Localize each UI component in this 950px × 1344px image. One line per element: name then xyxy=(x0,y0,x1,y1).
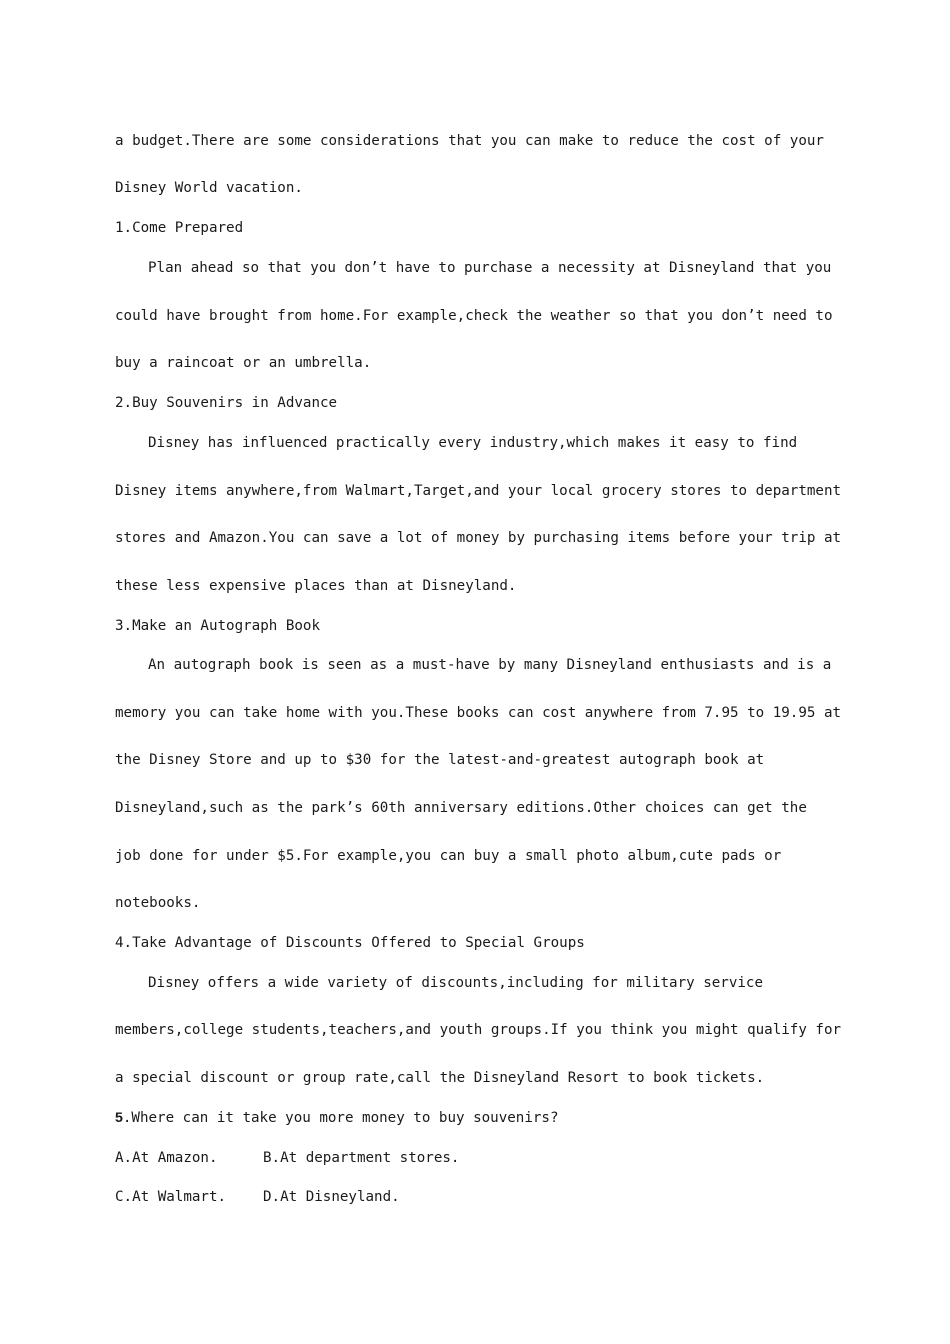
option-c: C.At Walmart. xyxy=(115,1189,227,1205)
paragraph-line: could have brought from home.For example,check the weather so that you don’t need to xyxy=(115,308,833,324)
option-d: D.At Disneyland. xyxy=(263,1189,400,1205)
section-heading: 3.Make an Autograph Book xyxy=(115,618,320,634)
question-text: .Where can it take you more money to buy souvenirs? xyxy=(122,1110,559,1126)
section-heading: 2.Buy Souvenirs in Advance xyxy=(115,395,338,411)
paragraph-line: stores and Amazon.You can save a lot of money by purchasing items before your trip at xyxy=(115,530,842,546)
paragraph-line: a special discount or group rate,call the Disneyland Resort to book tickets. xyxy=(115,1070,765,1086)
paragraph-line: members,college students,teachers,and youth groups.If you think you might qualify for xyxy=(115,1022,842,1038)
paragraph-line: job done for under $5.For example,you can buy a small photo album,cute pads or xyxy=(115,848,782,864)
section-heading: 1.Come Prepared xyxy=(115,220,244,236)
paragraph-line: the Disney Store and up to $30 for the latest-and-greatest autograph book at xyxy=(115,752,765,768)
paragraph-line: these less expensive places than at Disneyland. xyxy=(115,578,517,594)
option-a: A.At Amazon. xyxy=(115,1150,218,1166)
intro-line: a budget.There are some considerations that you can make to reduce the cost of your xyxy=(115,133,824,149)
question-number: 5 xyxy=(115,1110,123,1126)
question-stem xyxy=(115,1108,845,1128)
paragraph-line: notebooks. xyxy=(115,895,201,911)
intro-line: Disney World vacation. xyxy=(115,180,303,196)
paragraph-line: memory you can take home with you.These books can cost anywhere from 7.95 to 19.95 at xyxy=(115,705,842,721)
paragraph-line: buy a raincoat or an umbrella. xyxy=(115,355,372,371)
option-b: B.At department stores. xyxy=(263,1150,460,1166)
paragraph-line: Disneyland,such as the park’s 60th anniversary editions.Other choices can get the xyxy=(115,800,807,816)
paragraph-line: Disney has influenced practically every industry,which makes it easy to find xyxy=(148,435,798,451)
paragraph-line: An autograph book is seen as a must-have by many Disneyland enthusiasts and is a xyxy=(148,657,832,673)
options-row xyxy=(115,1148,845,1168)
paragraph-line: Disney items anywhere,from Walmart,Target,and your local grocery stores to department xyxy=(115,483,842,499)
paragraph-line: Disney offers a wide variety of discounts,including for military service xyxy=(148,975,763,991)
options-row xyxy=(115,1187,845,1207)
section-heading: 4.Take Advantage of Discounts Offered to Special Groups xyxy=(115,935,585,951)
paragraph-line: Plan ahead so that you don’t have to purchase a necessity at Disneyland that you xyxy=(148,260,832,276)
